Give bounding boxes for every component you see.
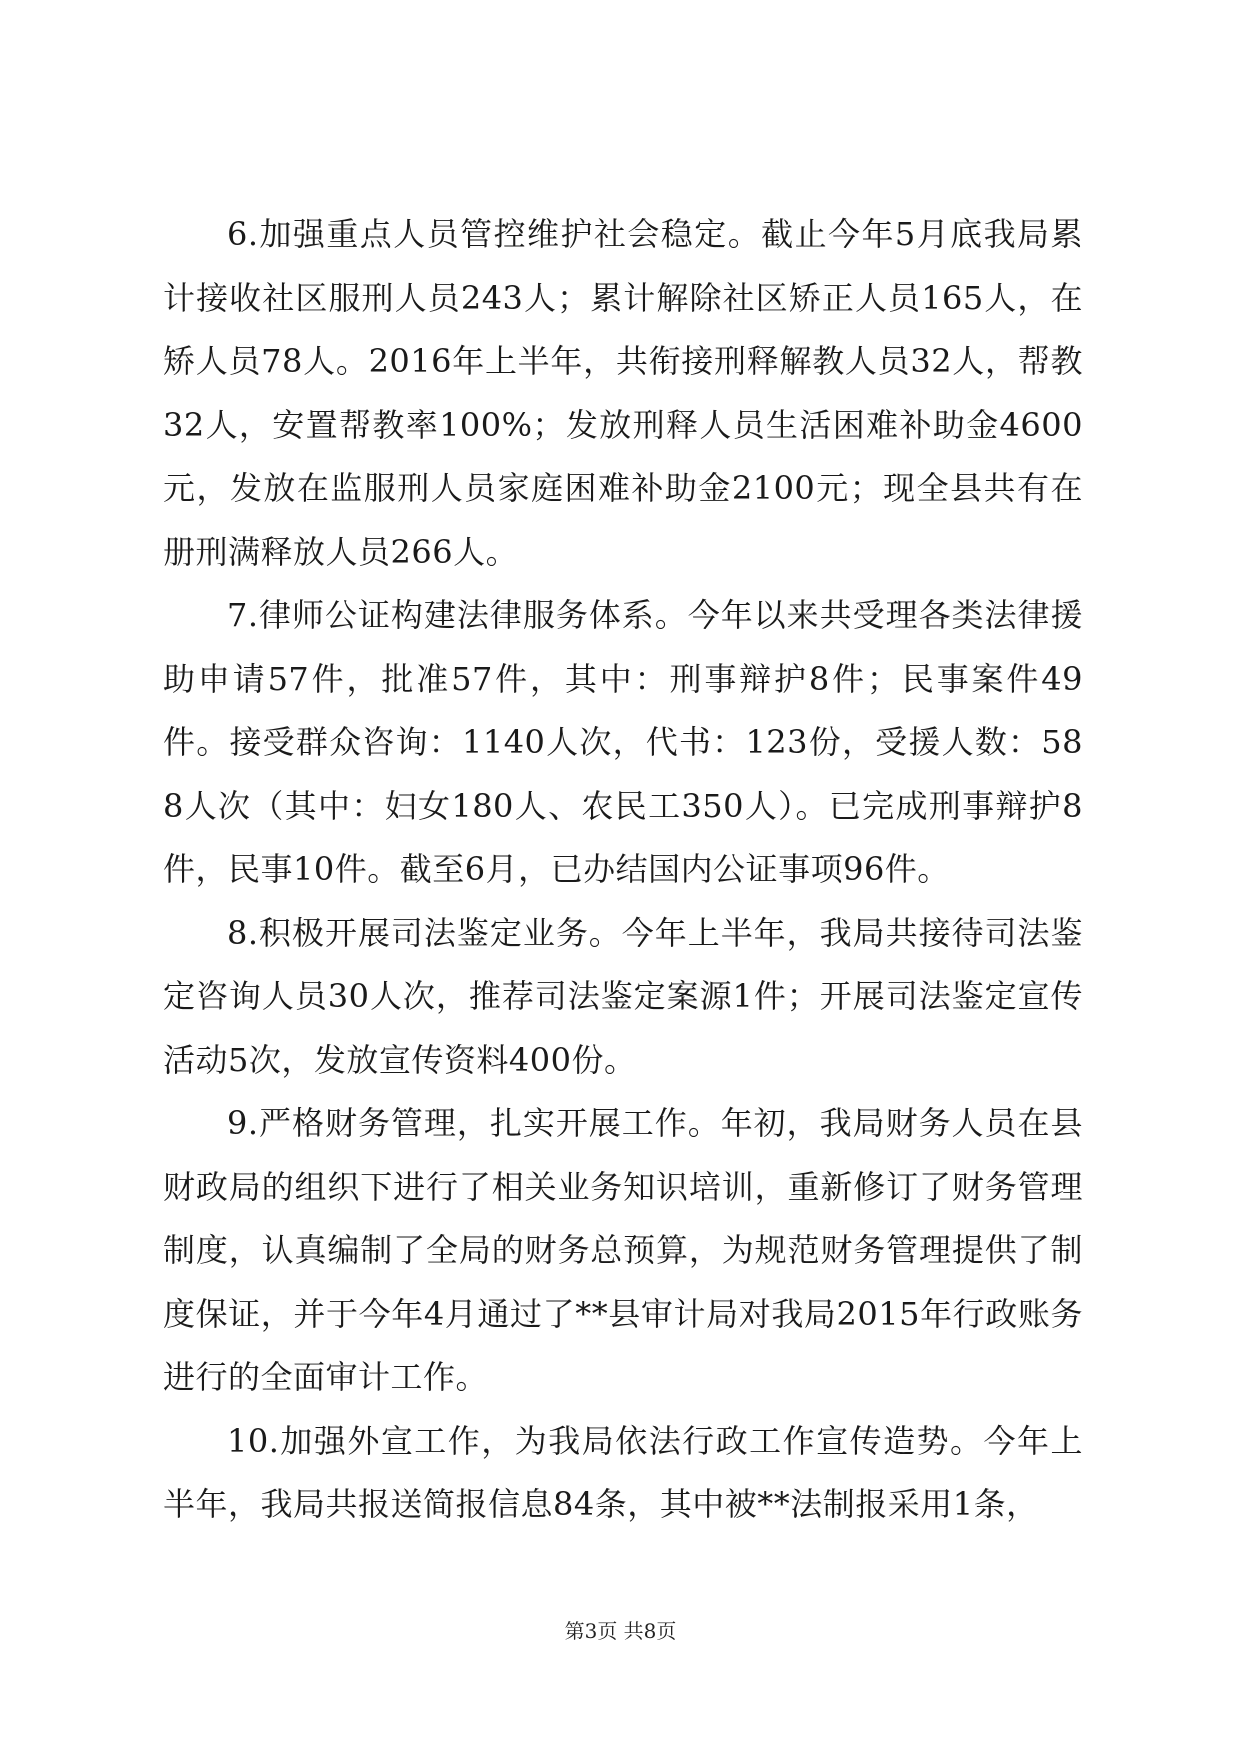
page-footer: 第3页 共8页: [564, 1619, 677, 1643]
paragraph-6: 6.加强重点人员管控维护社会稳定。截止今年5月底我局累计接收社区服刑人员243人；累计解除社区矫正人员165人，在矫人员78人。2016年上半年，共衔接刑释解教人员32人，帮教32人，安置帮教率100%；发放刑释人员生活困难补助金4600元，发放在监服刑人员家庭困难补助金2100元；现全县共有在册刑满释放人员266人。: [163, 215, 1083, 571]
paragraph-10: 10.加强外宣工作，为我局依法行政工作宣传造势。今年上半年，我局共报送简报信息84条，其中被**法制报采用1条，: [163, 1421, 1083, 1523]
paragraph-7: 7.律师公证构建法律服务体系。今年以来共受理各类法律援助申请57件，批准57件，其中：刑事辩护8件；民事案件49件。接受群众咨询：1140人次，代书：123份，受援人数：588人次（其中：妇女180人、农民工350人）。已完成刑事辩护8件，民事10件。截至6月，已办结国内公证事项96件。: [163, 596, 1083, 888]
paragraph-9: 9.严格财务管理，扎实开展工作。年初，我局财务人员在县财政局的组织下进行了相关业务知识培训，重新修订了财务管理制度，认真编制了全局的财务总预算，为规范财务管理提供了制度保证，并于今年4月通过了**县审计局对我局2015年行政账务进行的全面审计工作。: [163, 1104, 1083, 1396]
document-body: [163, 203, 1083, 1537]
paragraph-8: 8.积极开展司法鉴定业务。今年上半年，我局共接待司法鉴定咨询人员30人次，推荐司法鉴定案源1件；开展司法鉴定宣传活动5次，发放宣传资料400份。: [163, 913, 1083, 1079]
